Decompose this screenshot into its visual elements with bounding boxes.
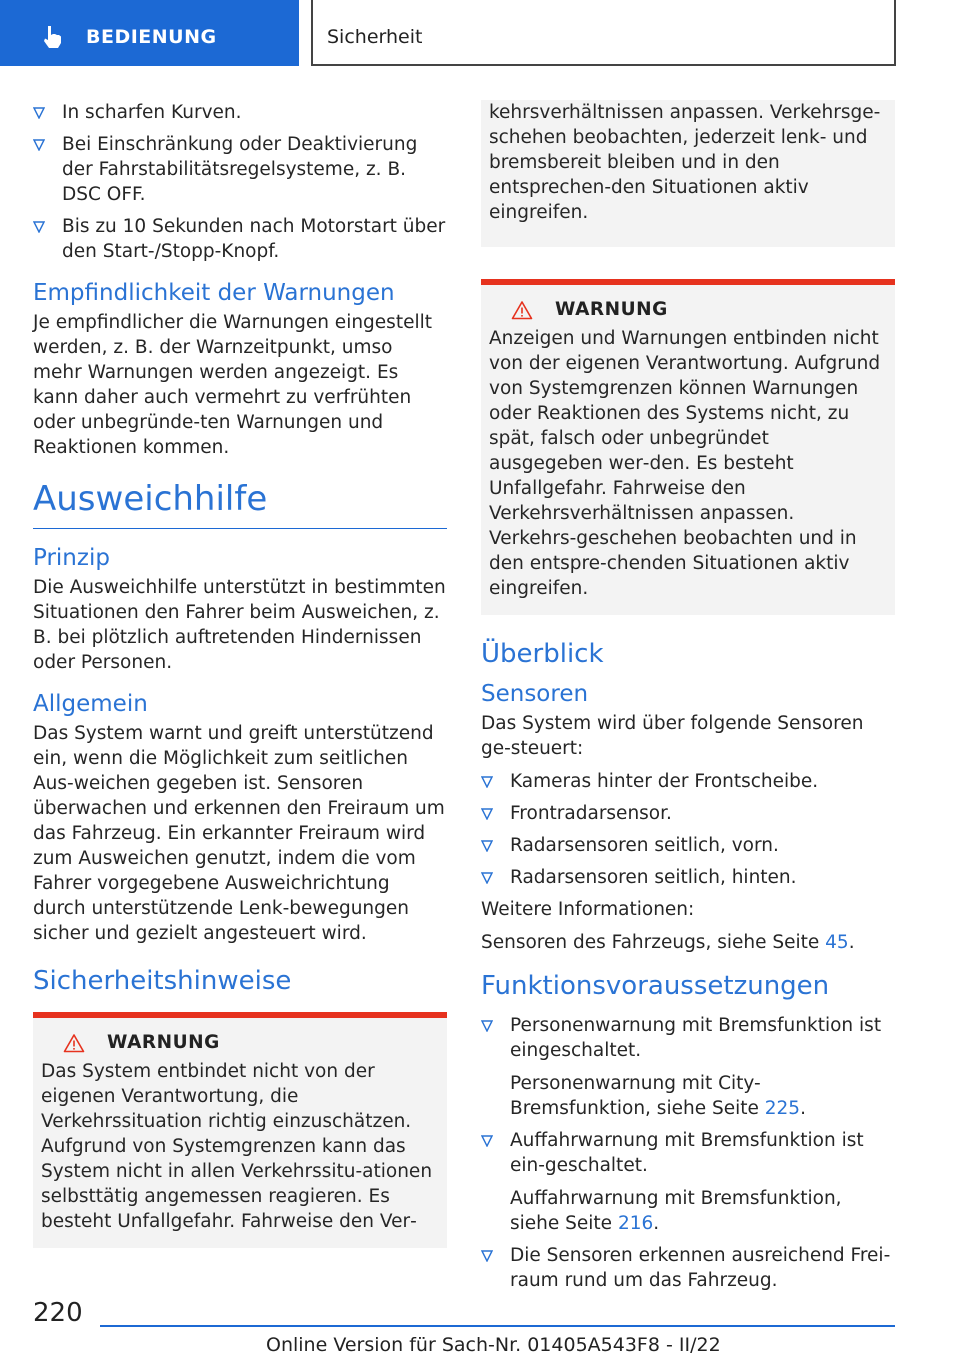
section-label: BEDIENUNG xyxy=(86,26,217,48)
hand-pointer-icon xyxy=(40,24,66,50)
general-heading: Allgemein xyxy=(33,691,148,717)
chapter-label: Sicherheit xyxy=(327,26,423,48)
triangle-bullet-icon xyxy=(481,776,493,788)
page-link-45[interactable]: 45 xyxy=(825,932,849,953)
left-column xyxy=(33,100,447,1248)
requirements-heading: Funktionsvoraussetzungen xyxy=(481,971,830,1001)
principle-text: Die Ausweichhilfe unterstützt in bestimmten Situationen den Fahrer beim Ausweichen, z. B. bei plötzlich auftretenden Hindernissen oder Personen. xyxy=(33,577,446,673)
warning-text: Das System entbindet nicht von der eigenen Verantwortung, die Verkehrssituation richtig einzuschätzen. Aufgrund von Systemgrenzen kann das System nicht in allen Verkehrssitu‐ationen selbsttätig angemessen reagieren. Es besteht Unfallgefahr. Fahrweise den Ver‐ xyxy=(41,1061,433,1232)
version-text: Online Version für Sach-Nr. 01405A543F8 - II/22 xyxy=(266,1334,721,1356)
sensors-heading: Sensoren xyxy=(481,681,589,707)
list-item: Kameras hinter der Frontscheibe. xyxy=(481,769,895,794)
triangle-bullet-icon xyxy=(481,1135,493,1147)
triangle-bullet-icon xyxy=(33,107,45,119)
page-link-225[interactable]: 225 xyxy=(764,1098,801,1119)
triangle-bullet-icon xyxy=(481,872,493,884)
list-item: Frontradarsensor. xyxy=(481,801,895,826)
overview-heading: Überblick xyxy=(481,639,604,669)
sensitivity-heading: Empfindlichkeit der Warnungen xyxy=(33,280,395,306)
principle-heading: Prinzip xyxy=(33,545,110,571)
section-tab[interactable] xyxy=(0,0,299,66)
footer-divider xyxy=(100,1325,895,1327)
triangle-bullet-icon xyxy=(481,1020,493,1032)
warning-box xyxy=(481,279,895,615)
list-item: Bis zu 10 Sekunden nach Motorstart über den Start-/Stopp-Knopf. xyxy=(33,214,447,264)
warning-triangle-icon xyxy=(511,300,533,320)
warning-box-continued xyxy=(481,100,895,247)
triangle-bullet-icon xyxy=(481,1250,493,1262)
warning-title: WARNUNG xyxy=(555,299,668,320)
page-link-216[interactable]: 216 xyxy=(617,1213,654,1234)
list-item: Bei Einschränkung oder Deaktivierung der Fahrstabilitätsregelsysteme, z. B. DSC OFF. xyxy=(33,132,447,207)
list-item: Die Sensoren erkennen ausreichend Frei‐raum rund um das Fahrzeug. xyxy=(481,1243,895,1293)
page-number: 220 xyxy=(33,1298,83,1328)
warning-title: WARNUNG xyxy=(107,1032,220,1053)
warning-text-continued: kehrsverhältnissen anpassen. Verkehrsge‐schehen beobachten, jederzeit lenk- und bremsbereit bleiben und in den entsprechen‐den Situationen aktiv eingreifen. xyxy=(489,102,881,223)
list-item: Auffahrwarnung mit Bremsfunktion ist ein‐geschaltet. Auffahrwarnung mit Bremsfunktion, siehe Seite 216. xyxy=(481,1128,895,1236)
general-text: Das System warnt und greift unterstützend ein, wenn die Möglichkeit zum seitlichen Aus‐weichen gegeben ist. Sensoren überwachen und erkennen den Freiraum um das Fahrzeug. Ein erkannter Freiraum wird zum Ausweichen genutzt, indem die vom Fahrer vorgegebene Ausweichrichtung durch unterstützende Lenk‐bewegungen sicher und gezielt angesteuert wird. xyxy=(33,723,445,944)
sensors-text: Das System wird über folgende Sensoren ge‐steuert: xyxy=(481,713,864,759)
warning-triangle-icon xyxy=(63,1033,85,1053)
main-heading: Ausweichhilfe xyxy=(33,478,447,529)
list-item: In scharfen Kurven. xyxy=(33,100,447,125)
warning-box xyxy=(33,1012,447,1248)
list-item: Radarsensoren seitlich, vorn. xyxy=(481,833,895,858)
triangle-bullet-icon xyxy=(481,840,493,852)
triangle-bullet-icon xyxy=(481,808,493,820)
triangle-bullet-icon xyxy=(33,139,45,151)
triangle-bullet-icon xyxy=(33,221,45,233)
list-item: Personenwarnung mit Bremsfunktion ist eingeschaltet. Personenwarnung mit City-Bremsfunktion, siehe Seite 225. xyxy=(481,1013,895,1121)
warning-text: Anzeigen und Warnungen entbinden nicht von der eigenen Verantwortung. Aufgrund von Systemgrenzen können Warnungen oder Reaktionen des Systems nicht, zu spät, falsch oder unbegründet ausgegeben wer‐den. Es besteht Unfallgefahr. Fahrweise den Verkehrsverhältnissen anpassen. Verkehrs‐geschehen beobachten und in den entspre‐chenden Situationen aktiv eingreifen. xyxy=(489,328,881,599)
chapter-header xyxy=(311,0,896,66)
list-item: Radarsensoren seitlich, hinten. xyxy=(481,865,895,890)
more-info-label: Weitere Informationen: xyxy=(481,899,695,920)
sensors-reference: Sensoren des Fahrzeugs, siehe Seite 45. xyxy=(481,932,855,953)
sensitivity-text: Je empfindlicher die Warnungen eingestellt werden, z. B. der Warnzeitpunkt, umso mehr Warnungen werden angezeigt. Es kann daher auch vermehrt zu verfrühten oder unbegründe‐ten Warnungen und Reaktionen kommen. xyxy=(33,312,432,458)
safety-heading: Sicherheitshinweise xyxy=(33,966,292,996)
right-column xyxy=(481,100,895,1300)
